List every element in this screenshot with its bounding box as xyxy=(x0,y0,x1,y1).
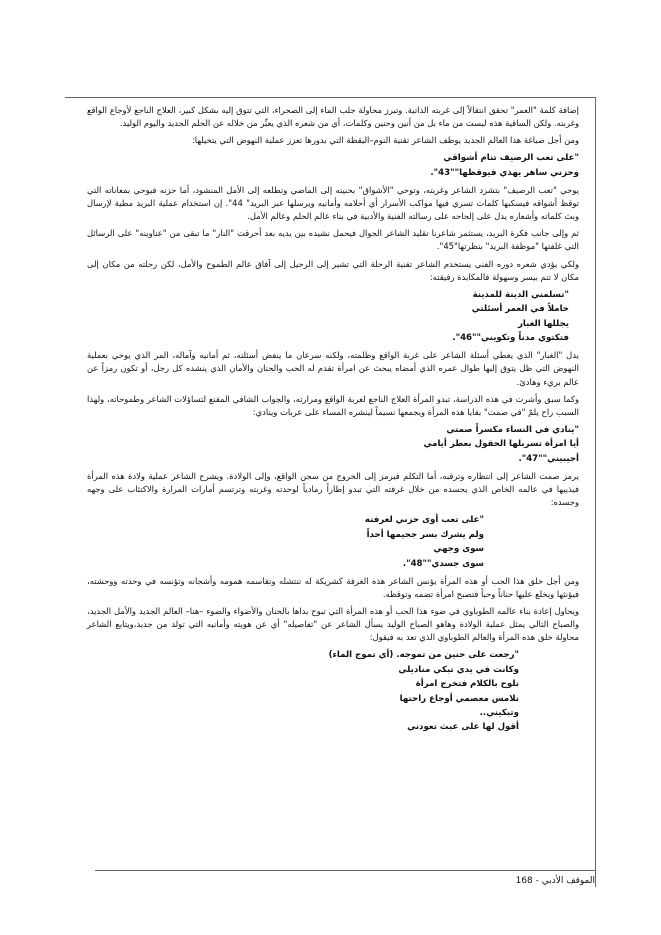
verse-line: فتكتوي مدناً وتكويني""46". xyxy=(452,332,569,343)
paragraph: يرمز صمت الشاعر إلى انتظاره وترقبه، أما التكلم فيرمز إلى الخروج من سجن الواقع، وإلى الولادة. ويشرح الشاعر عملية ولادة هذه المرأة فيذيبها في عالمه الخاص الذي يجسده من خلال غرفته التي تبدو إطاراً رمادياً لوحدته وغربته وترتسم أمارات المرارة والاكتئاب على وجهه وجسده: xyxy=(87,471,579,508)
page-footer: الموقف الأدبي - 168 xyxy=(515,876,595,886)
verse-line: وكانت في يدي تبكي مناديلي xyxy=(398,664,519,675)
verse-line: يجللها الغبار xyxy=(517,318,569,329)
verse-block xyxy=(87,513,579,571)
verse-line: "ينادي في النساء مكسراً صمتي xyxy=(446,424,579,435)
verse-line: "رجعت على حنين من تموجه. (أي تموج الماء) xyxy=(328,650,519,661)
verse-line: أقول لها على عبث تعودني xyxy=(407,722,519,733)
verse-line: سوى وجهي xyxy=(433,544,484,555)
paragraph: ومن أجل خلق هذا الحب أو هذه المرأة يؤنس الشاعر هذه الغرفة كشريكة له تنتشله وتقاسمه همومه وأشجانه وتؤنسه في وحدته ووحشته، فيؤنثها ويخلع عليها حناناً وحباً فتصبح امرأة تضمه وتوقظه. xyxy=(87,575,579,600)
text-column xyxy=(87,104,579,739)
paragraph: ومن أجل صياغة هذا العالم الجديد يوظف الشاعر تقنية النوم–اليقظة التي بدورها تعزز عملية النهوض التي يتخيلها: xyxy=(191,135,579,146)
verse-line: حاملاً في العمر أسئلتي xyxy=(471,304,569,315)
verse-block xyxy=(87,288,579,346)
paragraph: إضافة كلمة "العمر" تحقق انتقالاً إلى غربته الذاتية. وتبرز محاولة جلب الماء إلى الصحراء، التي تتوق إليه بشكل كبير، العلاج الناجع لأوجاع الواقع وغربته. ولكن الساقية هذه ليست من ماء بل من أنين وحنين وكلمات، أي من شعره الذي يعبِّر من خلاله عن الحلم الجديد واليوم الوليد. xyxy=(87,105,579,129)
verse-block xyxy=(87,648,579,734)
verse-line: وحزني ساهر يهذي فيوقظها""43". xyxy=(430,167,579,178)
paragraph: يوحي "تعب الرصيف" بتشرد الشاعر وغربته، وتوحي "الأشواق" بحنينه إلى الماضي وتطلعه إلى الأمل المنشود، أما حزنه فيوحي بمعاناته التي توقظ أشواقه فيسكبها كلمات تسري فيها مواكب الأسرار أي أحلامه وأمانيه ويرسلها عبر البريد" 44". إن استخدام عملية البريد مطية لإرسال وبث كلماته وأشعاره يدل على إلحاحه على رسالته الفنية والأدبية في بناء عالم الحلم وعالم الأمل. xyxy=(87,185,579,222)
verse-line: أجيبيني""47". xyxy=(518,453,579,464)
verse-line: تلامس معصمي أوجاع راحتها xyxy=(399,693,519,704)
paragraph: وكما سبق وأشرت في هذه الدراسة، تبدو المرأة العلاج الناجع لغربة الواقع ومرارته، والجواب الشافي المقنع لتساؤلات الشاعر وطموحاته، ولهذا السبب راح يلمّ "في صمت" بقايا هذه المرأة ويجمعها نسيماً لينشره المساء على عربات وينادي: xyxy=(87,393,579,417)
verse-line: أيا امرأة تسربلها الحقول بعطر أيامي xyxy=(423,439,579,450)
verse-line: تلوح بالكلام فتخرج امرأة xyxy=(415,679,519,690)
paragraph: ويحاول إعادة بناء عالمه الطوباوي في ضوء هذا الحب أو هذه المرأة التي تبوح بداها بالحنان والأضواء والضوء –هنا– العالم الجديد والأمل الجديد، والصباح التالي يمثل عملية الولادة وهاهو الصباح الوليد يسأل الشاعر عن "تفاصيله" أي عن هويته وأمانيه التي تولد من جديد،ويتابع الشاعر محاولة خلق هذه المرأة والعالم الطوباوي الذي تعد به فيقول: xyxy=(87,606,579,643)
verse-line: "تسلمني الدينة للمدينة xyxy=(472,289,569,300)
paragraph: يدل "الغبار" الذي يغطي أسئلة الشاعر على غربة الواقع وظلمته، ولكنه سرعان ما ينفض أسئلته، ثم أمانيه وآماله، المر الذي يوحي بعملية النهوض التي ظل يتوق إليها طوال عمره الذي أمضاه يبحث عن امرأة تقدم له الحب والحنان والأمان الذي ينشده كل رجل، أو تكون رمزاً عن عالم بريء وهادئ. xyxy=(87,350,579,387)
verse-line: "على تعب أوى حزني لغرفته xyxy=(364,515,484,526)
paragraph: ثم وإلى جانب فكرة البريد، يستثمر شاعرنا تقليد الشاعر الجوال فيحمل نشيده بين يديه بعد أحرقت "النار" ما تبقى من "عناوينه" على الرسائل التي غلفتها "موظفة البريد" بنظرتها"45". xyxy=(87,228,579,252)
frame-right-rule xyxy=(595,97,596,887)
verse-line: وتبكيني.. xyxy=(479,708,519,719)
verse-line: "على تعب الرصيف تنام أشواقي xyxy=(443,153,579,164)
verse-line: سوى جسدي""48". xyxy=(402,558,484,569)
frame-bottom-rule xyxy=(95,870,595,871)
verse-block xyxy=(87,151,579,180)
verse-block xyxy=(87,423,579,466)
paragraph: ولكي يؤدي شعره دوره الفني يستخدم الشاعر تقنية الرحلة التي تشير إلى الرحيل إلى آفاق عالم الطموح والأمل، لكن رحلته من مكان إلى مكان لا تتم بيسر وسهولة فالمكابدة رفيقته: xyxy=(87,258,579,282)
verse-line: ولم يشرك بسر جحيمها أحداً xyxy=(366,529,484,540)
frame-top-rule xyxy=(65,97,595,98)
